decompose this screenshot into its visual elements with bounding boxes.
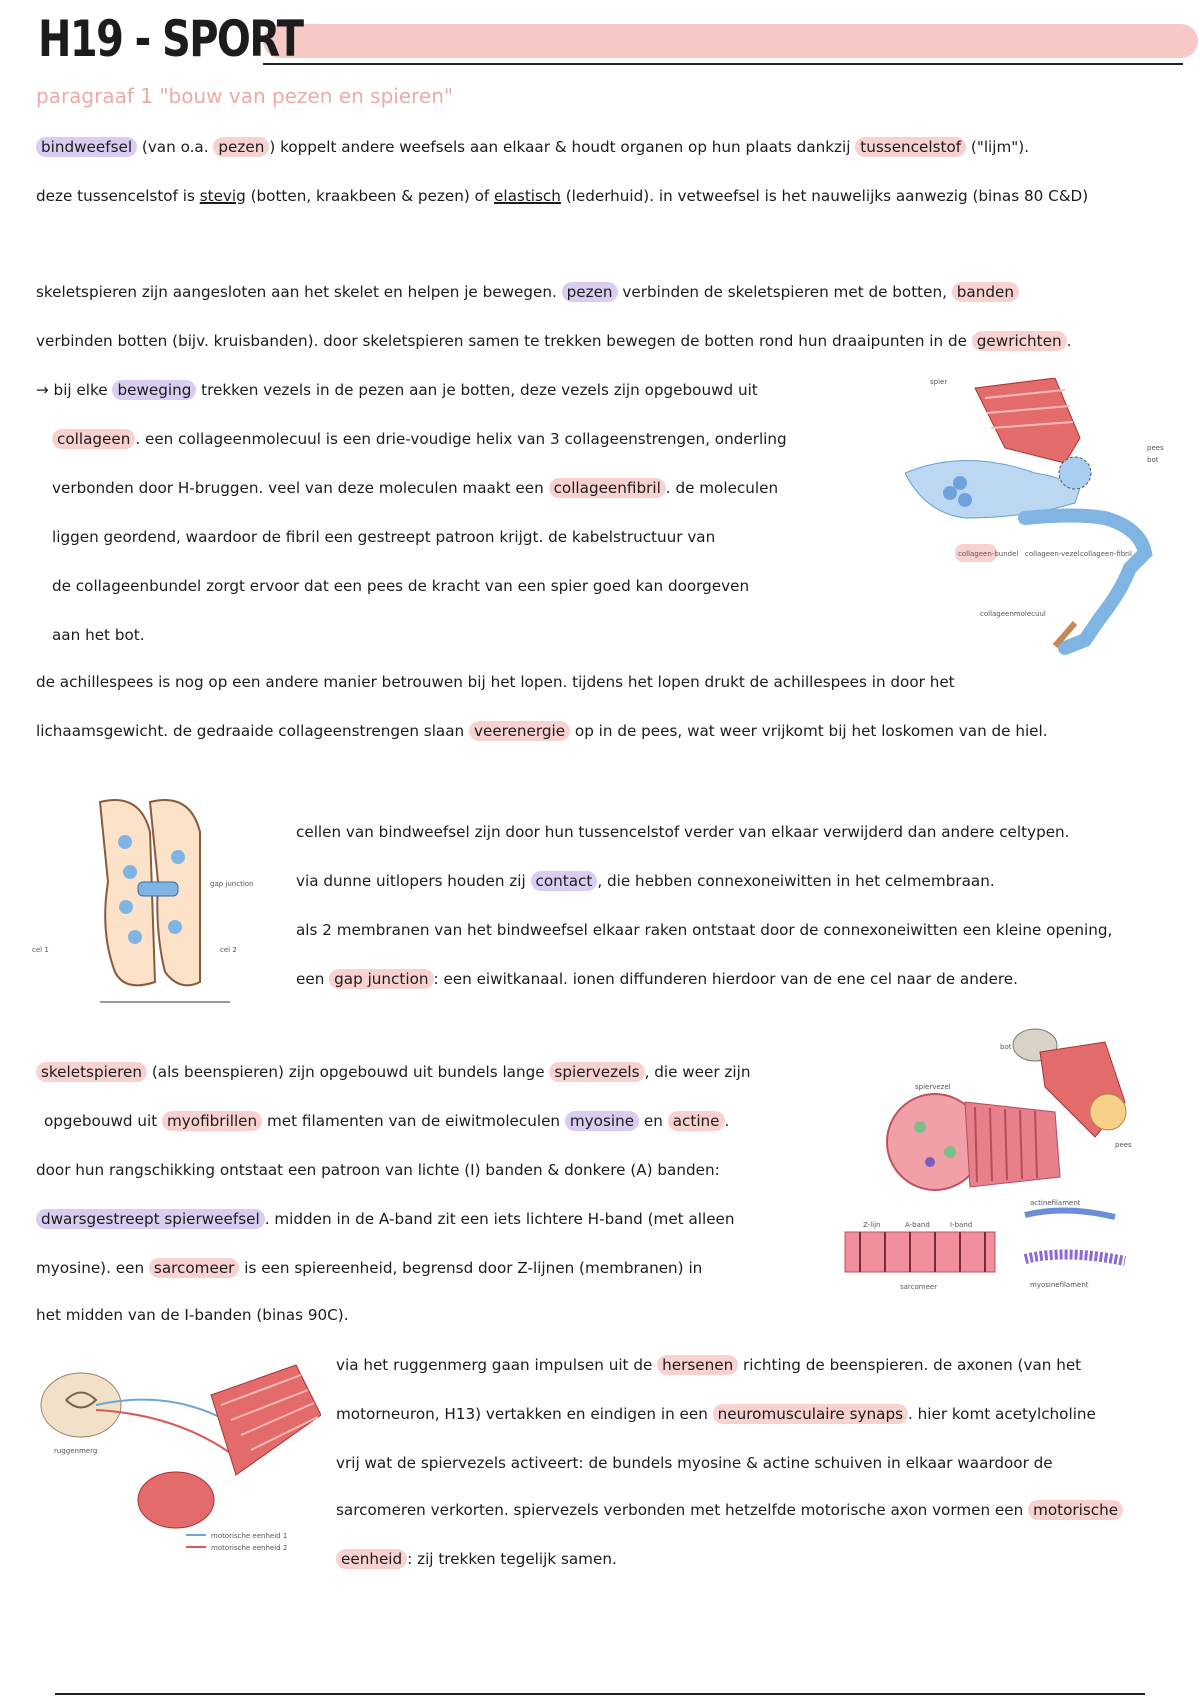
text-line [36,1057,750,1087]
text-line [336,1495,1123,1525]
text-run: sarcomeren verkorten. spiervezels verbonden met hetzelfde motorische axon vormen een [336,1501,1029,1519]
caption: A-band [905,1221,930,1229]
caption: collageen-fibril [1080,550,1132,558]
text-run: ("lijm"). [966,138,1030,156]
text-run: . [1066,332,1072,350]
caption: motorische eenheid 1 [211,1532,288,1540]
text-line [336,1544,617,1574]
text-run: myosine). een [36,1259,149,1277]
page-title: H19 - SPORT [38,10,303,68]
text-line [36,132,1029,162]
highlight-term: tussencelstof [855,137,966,157]
text-run: (lederhuid). in vetweefsel is het nauwelijks aanwezig (binas 80 C&D) [560,187,1089,205]
caption: collageenmolecuul [980,610,1046,618]
bone-attachment [1059,457,1091,489]
text-run: . midden in de A-band zit een iets lichtere H-band (met alleen [264,1210,735,1228]
text-run: (als beenspieren) zijn opgebouwd uit bundels lange [147,1063,550,1081]
connexon [118,835,132,849]
tendon-collagen-diagram [905,378,1185,658]
text-line [336,1350,1081,1380]
text-line [296,964,1018,994]
highlight-term: pezen [562,282,618,302]
motor-unit-diagram [36,1345,321,1570]
text-line [36,181,1088,211]
collagen-fibril [1025,516,1145,649]
nucleus [914,1121,926,1133]
text-run: : zij trekken tegelijk samen. [407,1550,617,1568]
myofibril [845,1232,995,1272]
text-run: richting de beenspieren. de axonen (van het [738,1356,1082,1374]
actin-filament [1025,1210,1115,1217]
caption: spier [930,378,948,386]
text-run: , die hebben connexoneiwitten in het celmembraan. [597,872,995,890]
text-run: . [724,1112,730,1130]
text-run: trekken vezels in de pezen aan je botten, deze vezels zijn opgebouwd uit [196,381,758,399]
caption: bot [1000,1043,1012,1051]
text-run: : een eiwitkanaal. ionen diffunderen hierdoor van de ene cel naar de andere. [433,970,1018,988]
caption: motorische eenheid 2 [211,1544,288,1552]
highlight-term: contact [531,871,598,891]
fibre-dot [943,486,957,500]
text-run: met filamenten van de eiwitmoleculen [262,1112,565,1130]
text-line [52,473,778,503]
text-line: vrij wat de spiervezels activeert: de bundels myosine & actine schuiven in elkaar waardoor de [336,1454,1053,1472]
text-line: als 2 membranen van het bindweefsel elkaar raken ontstaat door de connexoneiwitten een kleine opening, [296,921,1113,939]
highlight-term: motorische [1028,1500,1123,1520]
text-run: (botten, kraakbeen & pezen) of [245,187,495,205]
text-run: opgebouwd uit [44,1112,162,1130]
highlight-term: dwarsgestreept spierweefsel [36,1209,265,1229]
title-highlight-bar [263,24,1198,58]
highlight-term: actine [668,1111,725,1131]
title-underline [263,63,1183,65]
text-run: motorneuron, H13) vertakken en eindigen in een [336,1405,713,1423]
text-run: (van o.a. [137,138,214,156]
highlight-term: bindweefsel [36,137,137,157]
text-run: via het ruggenmerg gaan impulsen uit de [336,1356,658,1374]
text-line [36,375,758,405]
myosin-filament [1025,1254,1125,1261]
connexon [168,920,182,934]
caption: collageen-bundel [958,550,1019,558]
fibre-dot [958,493,972,507]
text-run: op in de pees, wat weer vrijkomt bij het loskomen van de hiel. [570,722,1048,740]
gap-channel [138,882,178,896]
text-run: → bij elke [36,381,113,399]
highlight-term: sarcomeer [149,1258,240,1278]
caption: I-band [950,1221,973,1229]
page-header [38,8,1188,70]
caption: pees [1115,1141,1132,1149]
highlight-term: gewrichten [972,331,1067,351]
text-line [36,1253,702,1283]
text-run: verbinden botten (bijv. kruisbanden). door skeletspieren samen te trekken bewegen de botten rond hun draaipunten in de [36,332,972,350]
caption: cel 1 [32,946,49,954]
connexon [128,930,142,944]
text-run: . hier komt acetylcholine [908,1405,1096,1423]
caption: pees [1147,444,1164,452]
text-line [296,866,995,896]
highlight-term: myofibrillen [162,1111,262,1131]
text-line: het midden van de I-banden (binas 90C). [36,1306,349,1324]
spinal-cord [41,1373,121,1437]
highlight-term: beweging [112,380,196,400]
text-line: de achillespees is nog op een andere manier betrouwen bij het lopen. tijdens het lopen drukt de achillespees in door het [36,673,955,691]
text-line [36,716,1048,746]
muscle-cross-section [1090,1094,1126,1130]
highlight-term: collageen [52,429,135,449]
muscle-fibres [211,1365,321,1475]
text-run: deze tussencelstof is [36,187,200,205]
caption: bot [1147,456,1159,464]
highlight-term: neuromusculaire synaps [713,1404,908,1424]
caption: spiervezel [915,1083,951,1091]
caption: sarcomeer [900,1283,938,1291]
caption: cel 2 [220,946,237,954]
caption: actinefilament [1030,1199,1081,1207]
caption: Z-lijn [863,1221,881,1229]
highlight-term: collageenfibril [549,478,666,498]
highlight-term: gap junction [329,969,433,989]
text-run: ) koppelt andere weefsels aan elkaar & houdt organen op hun plaats dankzij [269,138,856,156]
text-run: skeletspieren zijn aangesloten aan het skelet en helpen je bewegen. [36,283,562,301]
highlight-term: veerenergie [469,721,570,741]
text-run: lichaamsgewicht. de gedraaide collageenstrengen slaan [36,722,469,740]
text-run: verbonden door H-bruggen. veel van deze moleculen maakt een [52,479,549,497]
text-run: een [296,970,330,988]
connexon [123,865,137,879]
text-run: via dunne uitlopers houden zij [296,872,531,890]
highlight-term: hersenen [657,1355,738,1375]
muscle-structure-diagram [825,1027,1145,1312]
text-line: aan het bot. [52,626,145,644]
connexon [171,850,185,864]
caption: myosinefilament [1030,1281,1089,1289]
highlight-term: myosine [565,1111,639,1131]
muscle-fibre [965,1102,1060,1187]
caption: collageen-vezel [1025,550,1080,558]
section-subtitle: paragraaf 1 "bouw van pezen en spieren" [36,84,454,108]
text-run: , die weer zijn [644,1063,751,1081]
gap-junction-diagram [30,762,288,1010]
nucleus [944,1146,956,1158]
text-run: en [639,1112,668,1130]
caption: gap junction [210,880,254,888]
text-run: is een spiereenheid, begrensd door Z-lijnen (membranen) in [239,1259,703,1277]
text-line: cellen van bindweefsel zijn door hun tussencelstof verder van elkaar verwijderd dan andere celtypen. [296,823,1070,841]
fibre-dot [953,476,967,490]
highlight-term: eenheid [336,1549,407,1569]
underlined-term: elastisch [494,187,561,205]
text-line [36,1204,735,1234]
text-line [336,1399,1096,1429]
caption: ruggenmerg [54,1447,98,1455]
text-run: . een collageenmolecuul is een drie-voudige helix van 3 collageenstrengen, onderling [135,430,787,448]
text-line: liggen geordend, waardoor de fibril een gestreept patroon krijgt. de kabelstructuur van [52,528,716,546]
text-line: door hun rangschikking ontstaat een patroon van lichte (I) banden & donkere (A) banden: [36,1161,720,1179]
muscle-cross-section [138,1472,214,1528]
text-line [52,424,787,454]
text-line [36,277,1019,307]
connexon [119,900,133,914]
text-line [36,326,1071,356]
bottom-rule [55,1693,1145,1695]
text-line [44,1106,729,1136]
nucleus [925,1157,935,1167]
text-line: de collageenbundel zorgt ervoor dat een pees de kracht van een spier goed kan doorgeven [52,577,750,595]
text-run: verbinden de skeletspieren met de botten, [617,283,952,301]
underlined-term: stevig [199,187,246,205]
highlight-term: skeletspieren [36,1062,147,1082]
highlight-term: spiervezels [549,1062,644,1082]
text-run: . de moleculen [665,479,779,497]
highlight-term: pezen [213,137,269,157]
highlight-term: banden [952,282,1019,302]
